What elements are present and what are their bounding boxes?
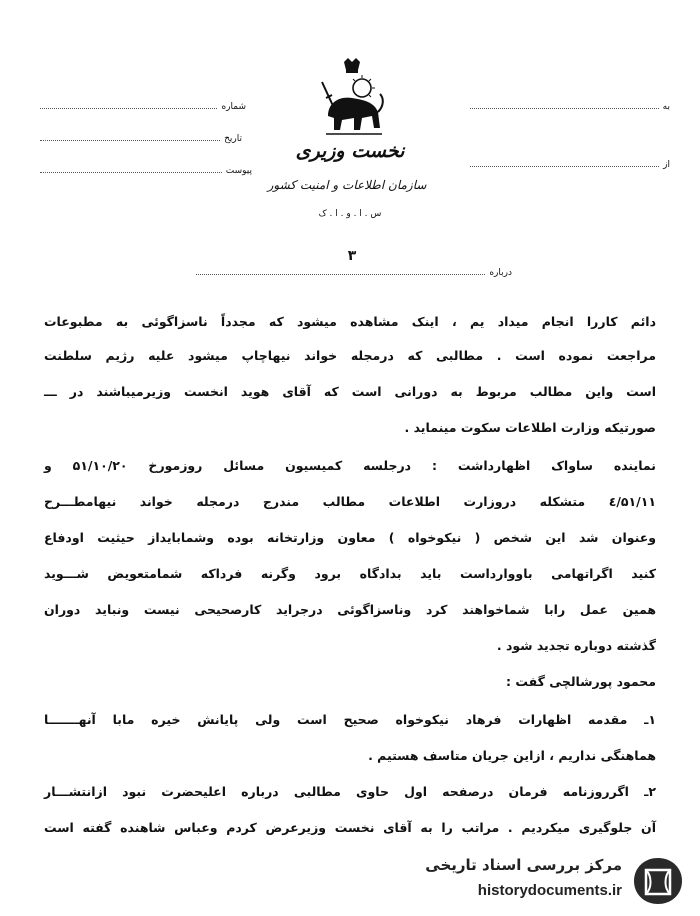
field-from-line <box>470 165 659 167</box>
history-documents-logo-icon <box>630 856 686 906</box>
field-number <box>40 96 246 112</box>
field-to-line <box>470 107 659 109</box>
body-line: وعنوان شد این شخص ( نیکوخواه ) معاون وزارتخانه بوده وشمابایداز حیثیت اودفاع <box>44 530 656 545</box>
body-line: آن جلوگیری میکردیم . مراتب را به آقای نخست وزیرعرض کردم وعباس شاهنده گفته است <box>44 820 656 835</box>
org-subtitle: سازمان اطلاعات و امنیت کشور <box>267 178 427 192</box>
body-line: نماینده ساواک اظهارداشت : درجلسه کمیسیون مسائل روزمورخ ۵۱/۱۰/۲۰ و <box>44 458 656 473</box>
body-line: هماهنگی نداریم ، ازاین جریان متاسف هستیم . <box>368 748 656 763</box>
field-attach-label: پیوست <box>225 166 252 176</box>
body-line: ۲ـ اگرروزنامه فرمان درصفحه اول حاوی مطالبی درباره اعلیحضرت نبود ازانتشـــار <box>44 784 656 799</box>
field-date-line <box>40 139 220 141</box>
body-line: دائم کاررا انجام میداد یم ، اینک مشاهده میشود که مجدداً ناسزاگوئی به مطبوعات <box>44 314 656 329</box>
body-line: ۱ـ مقدمه اظهارات فرهاد نیکوخواه صحیح است ولی پایانش خیره مابا آنهـــــــا <box>44 712 656 727</box>
field-date <box>40 128 242 144</box>
reference-code: س . ا . و . ا . ک <box>318 209 382 219</box>
field-subject-label: درباره <box>489 268 512 278</box>
field-number-label: شماره <box>221 102 246 112</box>
body-line: گذشته دوباره تجدید شود . <box>496 638 656 653</box>
field-number-line <box>40 107 217 109</box>
field-from <box>470 154 670 170</box>
body-line: مراجعت نموده است . مطالبی که درمجله خواند نیهاچاپ میشود علیه رژیم سلطنت <box>44 348 656 363</box>
body-line: است واین مطالب مربوط به دورانی است که آقای هوید انخست وزیرمیباشند در ـــ <box>44 384 656 399</box>
field-to <box>470 96 670 112</box>
body-line: محمود پورشالچی گفت : <box>506 674 656 689</box>
watermark-url: historydocuments.ir <box>477 882 622 899</box>
watermark-title: مرکز بررسی اسناد تاریخی <box>425 856 622 874</box>
body-line: کنید اگراتهامی باووارداست باید بدادگاه برود وگرنه فرداکه شمامتعویض شـــوید <box>44 566 656 581</box>
org-name: نخست وزیری <box>295 140 405 162</box>
body-line: صورتیکه وزارت اطلاعات سکوت مینماید . <box>404 420 656 435</box>
field-subject-line <box>196 273 485 275</box>
field-to-label: به <box>662 102 670 112</box>
field-subject <box>196 262 512 278</box>
field-from-label: از <box>663 160 670 170</box>
watermark <box>406 852 692 910</box>
body-line: ۵۱/۱۱/٤ متشکله دروزارت اطلاعات مطالب مندرج درمجله خواند نیهامطـــرح <box>44 494 656 509</box>
field-attach-line <box>40 171 222 173</box>
body-line: همین عمل رابا شماخواهند کرد وناسزاگوئی درجراید کارصحیحی نیست ونباید دوران <box>44 602 656 617</box>
field-date-label: تاریخ <box>224 134 242 144</box>
page-number: ۳ <box>347 248 357 264</box>
lion-and-sun-emblem-icon <box>318 58 386 140</box>
field-attach <box>40 160 252 176</box>
